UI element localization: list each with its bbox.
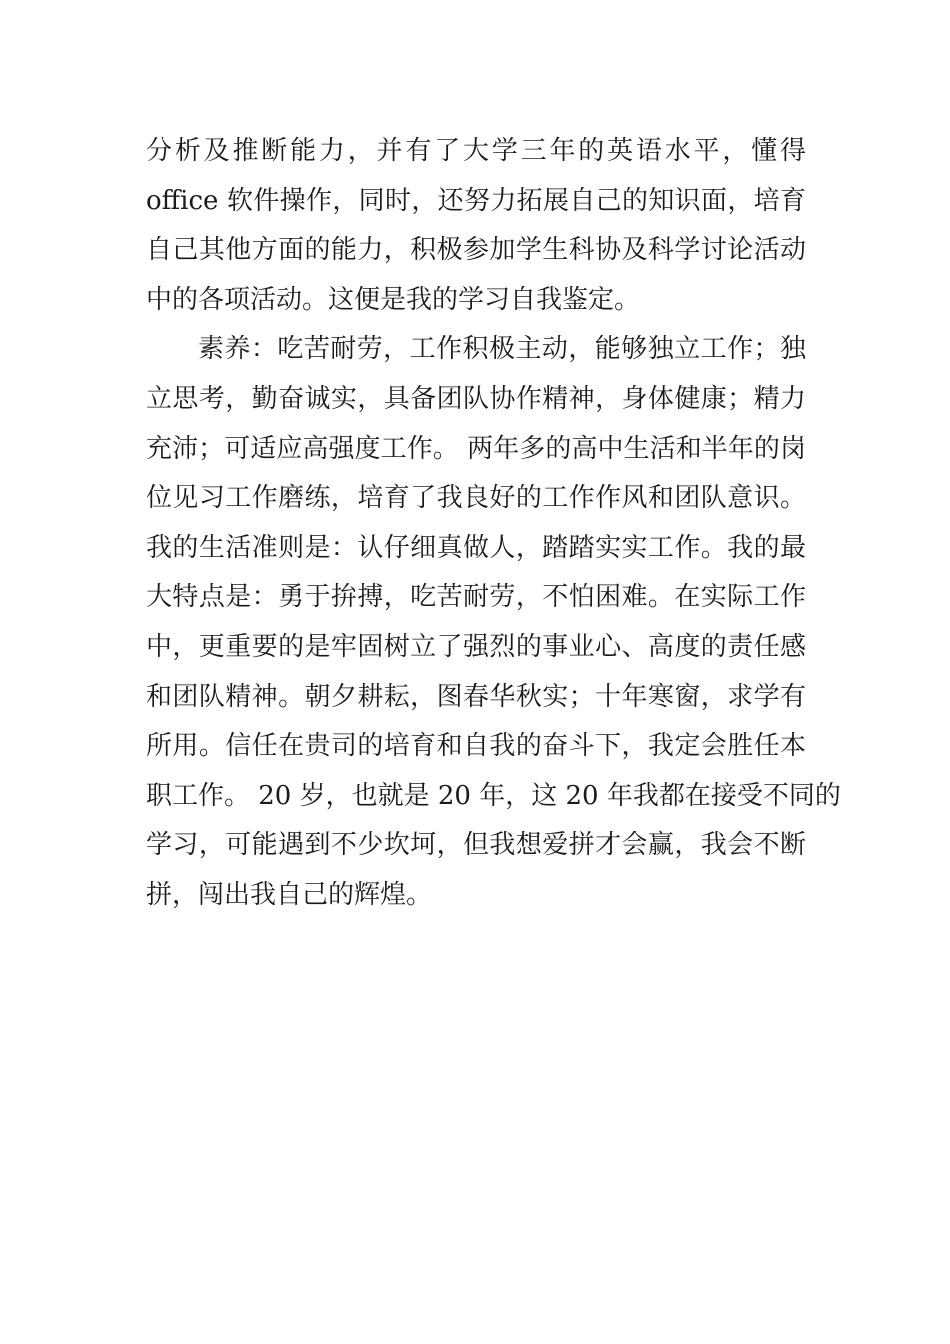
text-line: 拼，闯出我自己的辉煌。 <box>146 879 433 910</box>
text-line: 中，更重要的是牢固树立了强烈的事业心、高度的责任感 <box>146 631 806 662</box>
text-line: 职工作。 20 岁，也就是 20 年，这 20 年我都在接受不同的 <box>146 780 841 811</box>
text-line: 充沛；可适应高强度工作。 两年多的高中生活和半年的岗 <box>146 433 806 464</box>
body-text <box>146 127 841 921</box>
text-line: 素养：吃苦耐劳，工作积极主动，能够独立工作；独 <box>198 334 806 365</box>
text-line: 位见习工作磨练，培育了我良好的工作作风和团队意识。 <box>146 483 806 514</box>
text-line: 立思考，勤奋诚实，具备团队协作精神，身体健康；精力 <box>146 383 806 414</box>
text-line: 自己其他方面的能力，积极参加学生科协及科学讨论活动 <box>146 235 806 266</box>
text-line: 分析及推断能力，并有了大学三年的英语水平，懂得 <box>146 136 806 166</box>
text-line: 大特点是：勇于拚搏，吃苦耐劳，不怕困难。在实际工作 <box>146 582 806 613</box>
text-line: 我的生活准则是：认仔细真做人，踏踏实实工作。我的最 <box>146 532 806 563</box>
text-line: office 软件操作，同时，还努力拓展自己的知识面，培育 <box>146 185 806 216</box>
text-line: 中的各项活动。这便是我的学习自我鉴定。 <box>146 284 641 315</box>
text-line: 和团队精神。朝夕耕耘，图春华秋实；十年寒窗，求学有 <box>146 681 806 712</box>
text-line: 所用。信任在贵司的培育和自我的奋斗下，我定会胜任本 <box>146 731 806 762</box>
text-line: 学习，可能遇到不少坎坷，但我想爱拼才会赢，我会不断 <box>146 830 806 861</box>
